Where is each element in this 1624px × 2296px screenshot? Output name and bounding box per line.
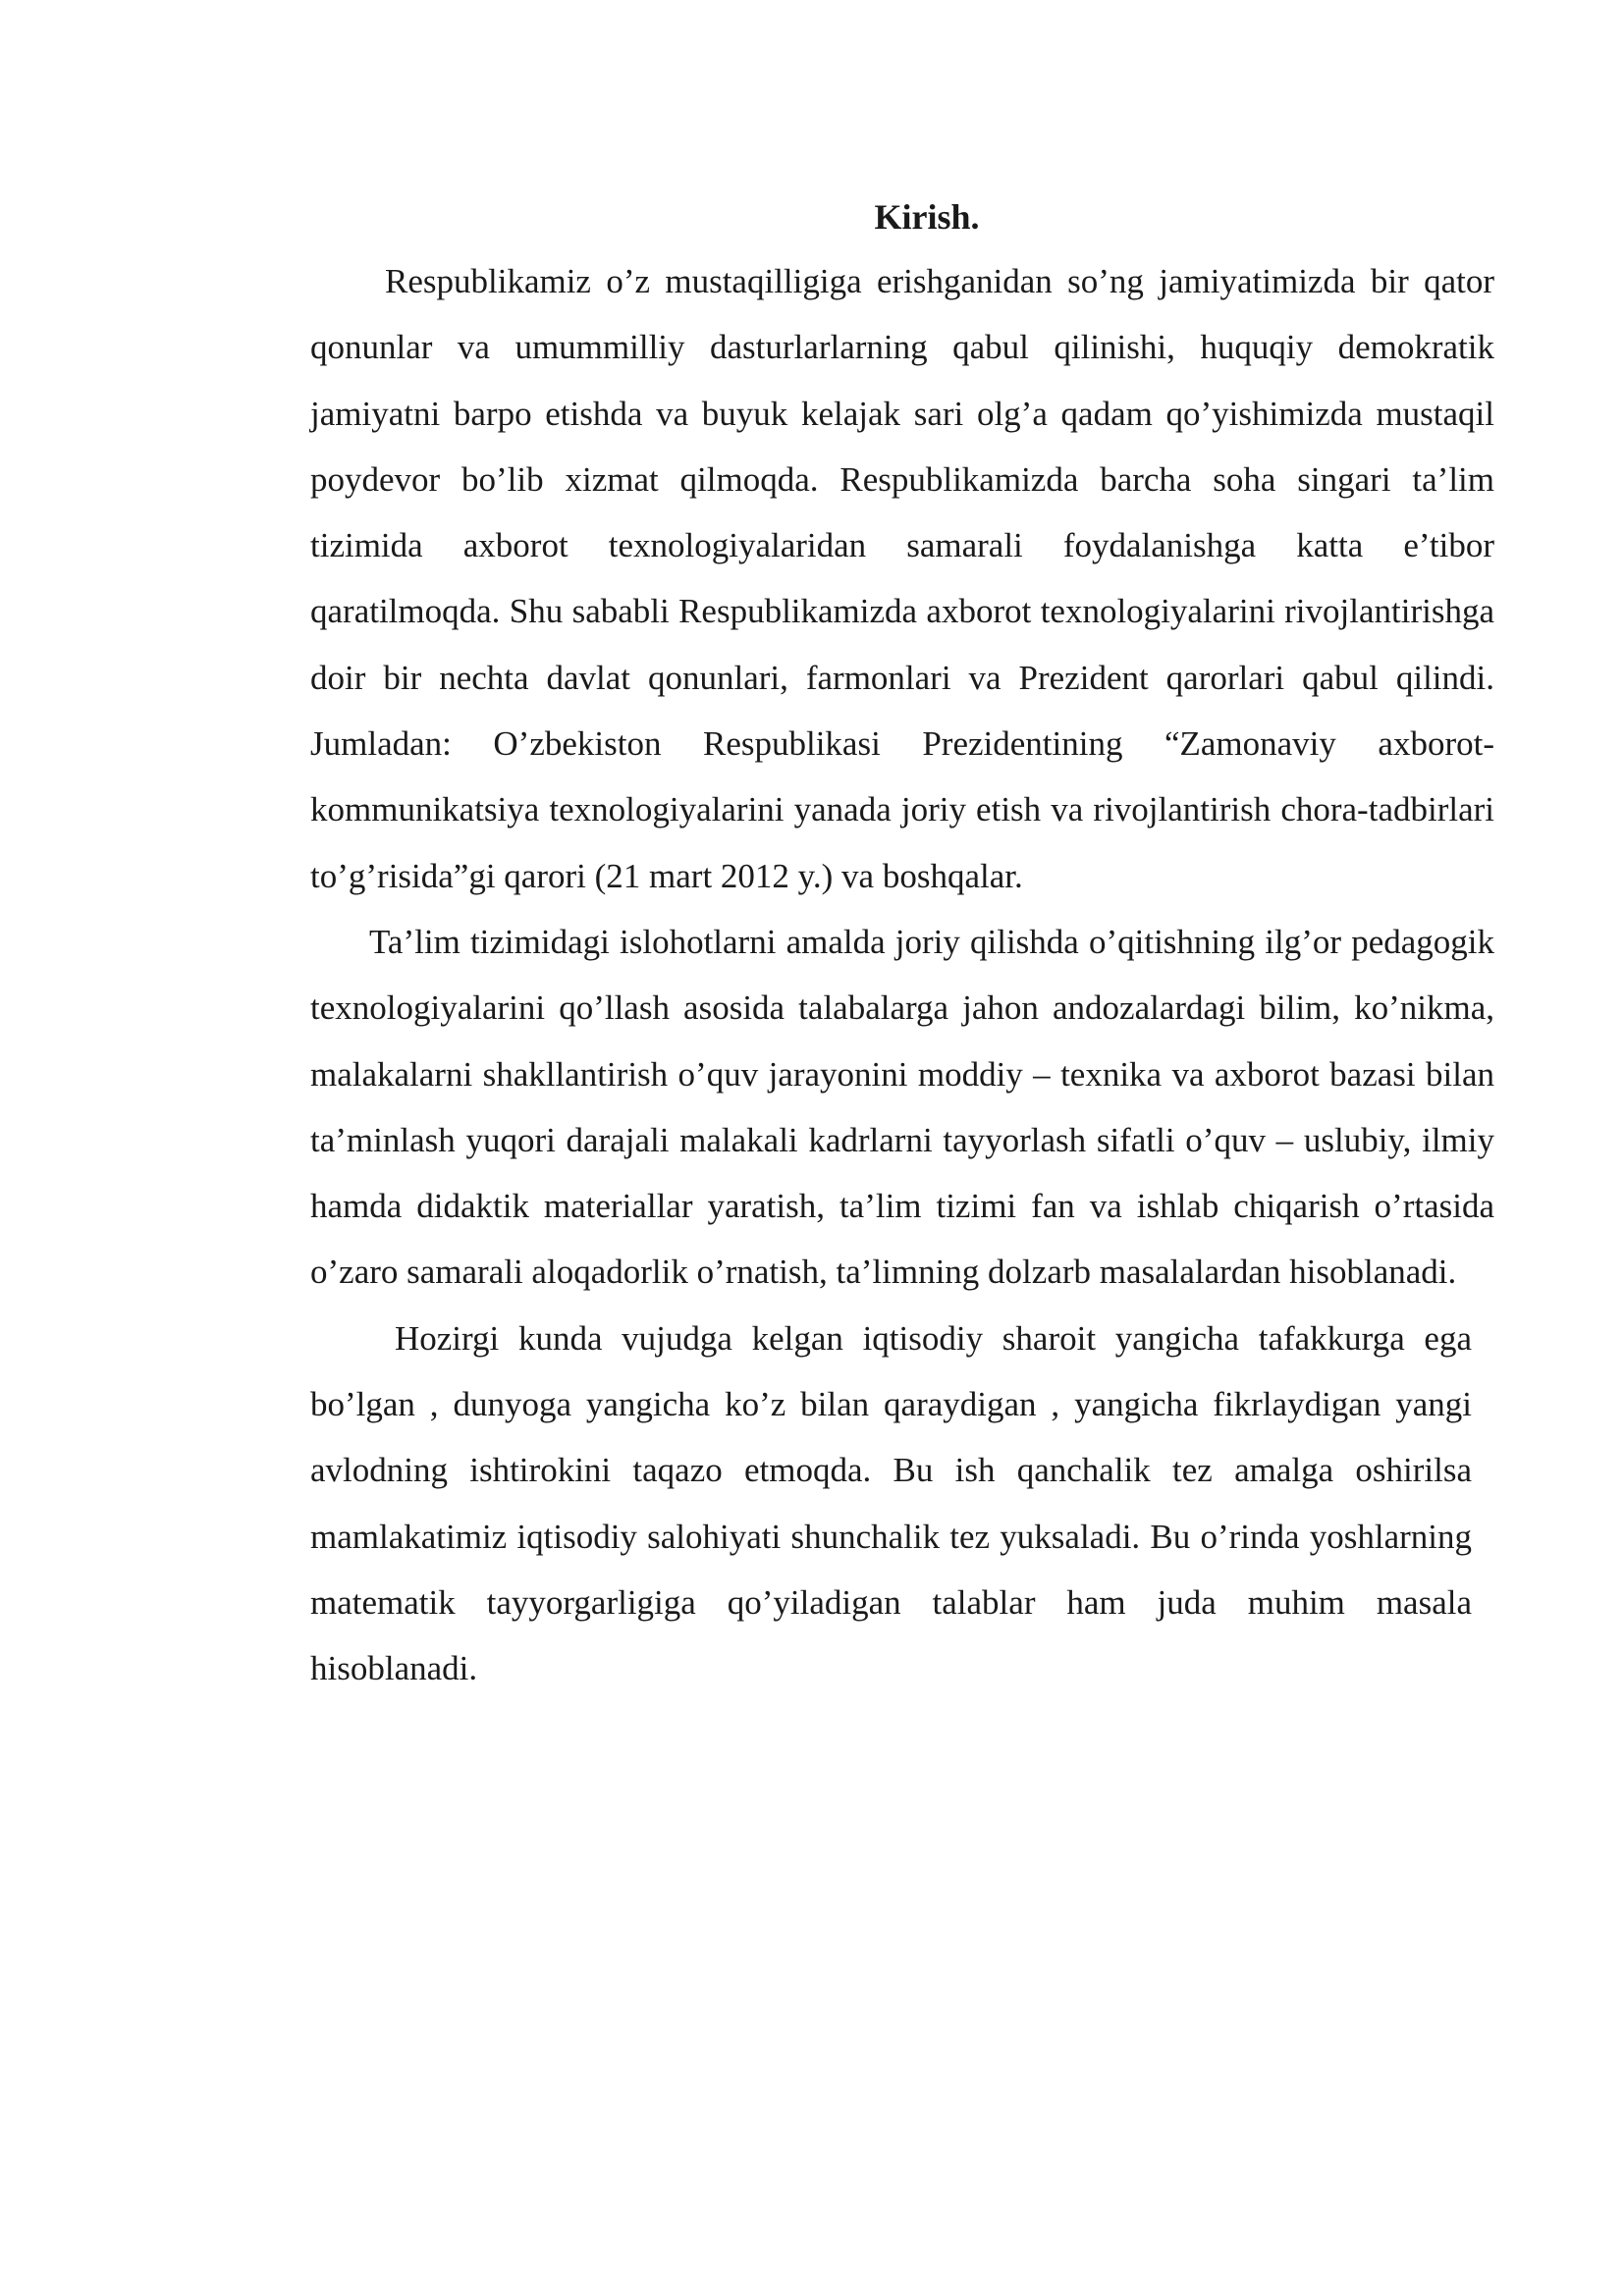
paragraph-2: Ta’lim tizimidagi islohotlarni amalda joriy qilishda o’qitishning ilg’or pedagogik texnologiyalarini qo’llash asosida talabalarga jahon andozalardagi bilim, ko’nikma, malakalarni shakllantirish o’quv jarayonini moddiy – texnika va axborot bazasi bilan ta’minlash yuqori darajali malakali kadrlarni tayyorlash sifatli o’quv – uslubiy, ilmiy hamda didaktik materiallar yaratish, ta’lim tizimi fan va ishlab chiqarish o’rtasida o’zaro samarali aloqadorlik o’rnatish, ta’limning dolzarb masalalardan hisoblanadi. bbox=[310, 922, 1494, 1292]
page-content bbox=[310, 191, 1494, 1702]
paragraph-3: Hozirgi kunda vujudga kelgan iqtisodiy sharoit yangicha tafakkurga ega bo’lgan , dunyoga yangicha ko’z bilan qaraydigan , yangicha fikrlaydigan yangi avlodning ishtirokini taqazo etmoqda. Bu ish qanchalik tez amalga oshirilsa mamlakatimiz iqtisodiy salohiyati shunchalik tez yuksaladi. Bu o’rinda yoshlarning matematik tayyorgarligiga qo’yiladigan talablar ham juda muhim masala hisoblanadi. bbox=[310, 1318, 1472, 1688]
paragraph-1: Respublikamiz o’z mustaqilligiga erishganidan so’ng jamiyatimizda bir qator qonunlar va umummilliy dasturlarlarning qabul qilinishi, huquqiy demokratik jamiyatni barpo etishda va buyuk kelajak sari olg’a qadam qo’yishimizda mustaqil poydevor bo’lib xizmat qilmoqda. Respublikamizda barcha soha singari ta’lim tizimida axborot texnologiyalaridan samarali foydalanishga katta e’tibor qaratilmoqda. Shu sababli Respublikamizda axborot texnologiyalarini rivojlantirishga doir bir nechta davlat qonunlari, farmonlari va Prezident qarorlari qabul qilindi. Jumladan: O’zbekiston Respublikasi Prezidentining “Zamonaviy axborot-kommunikatsiya texnologiyalarini yanada joriy etish va rivojlantirish chora-tadbirlari to’g’risida”gi qarori (21 mart 2012 y.) va boshqalar. bbox=[310, 262, 1494, 895]
section-title: Kirish. bbox=[874, 197, 980, 237]
